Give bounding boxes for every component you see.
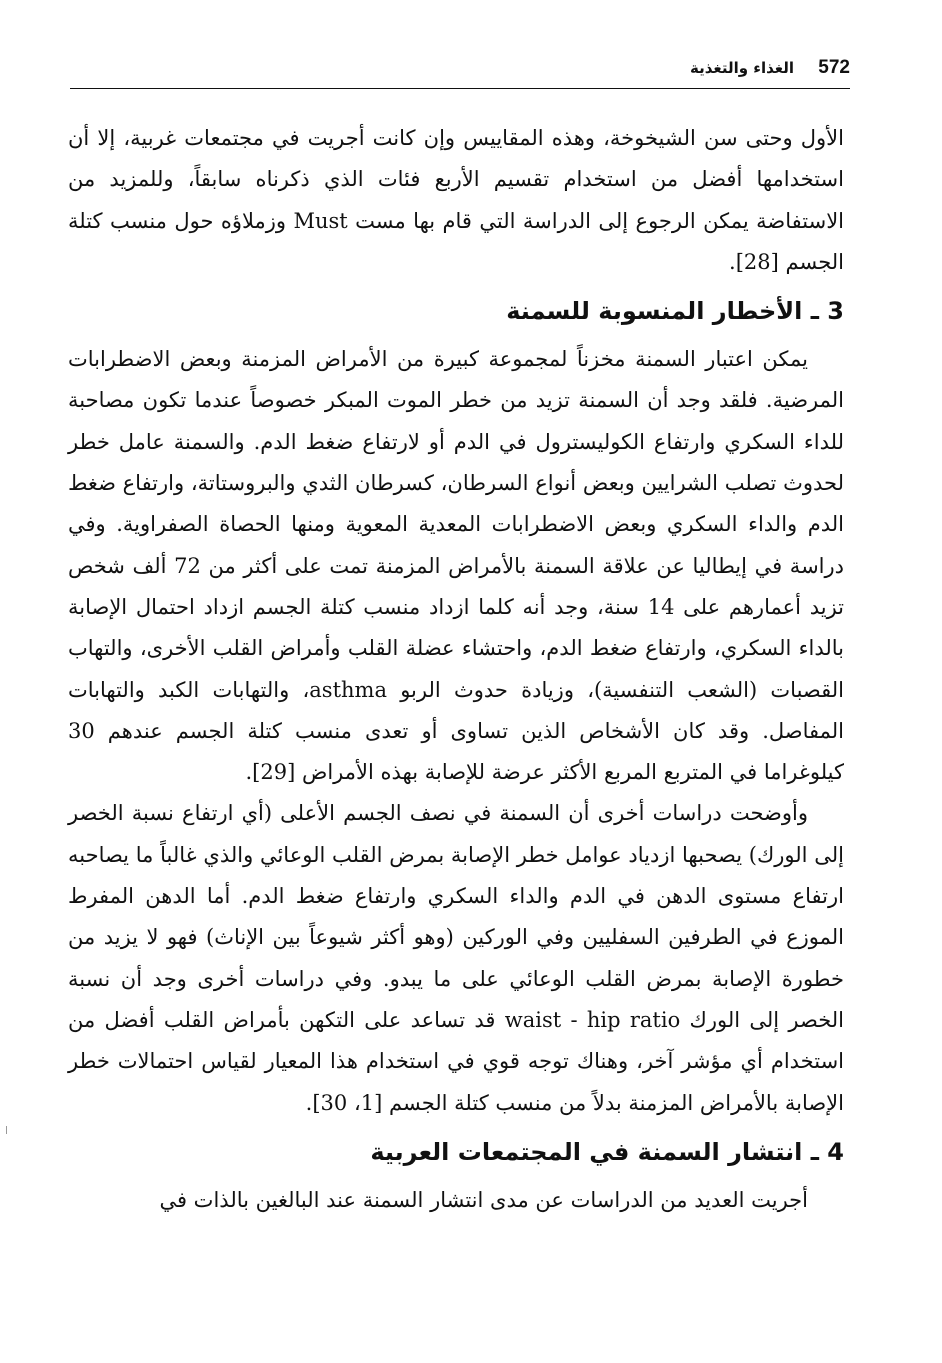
body-text — [68, 118, 844, 1221]
section-heading-3: 3 ـ الأخطار المنسوبة للسمنة — [506, 297, 844, 326]
paragraph-waist-hip: وأوضحت دراسات أخرى أن السمنة في نصف الجسم الأعلى (أي ارتفاع نسبة الخصر إلى الورك) يصحبها ازدياد عوامل خطر الإصابة بمرض القلب الوعائي والذي غالباً ما يصاحبه ارتفاع مستوى الدهن في الدم والداء السكري وارتفاع ضغط الدم. أما الدهن المفرط الموزع في الطرفين السفليين وفي الوركين (وهو أكثر شيوعاً بين الإناث) فهو لا يزيد من خطورة الإصابة بمرض القلب الوعائي على ما يبدو. وفي دراسات أخرى وجد أن نسبة الخصر إلى الورك waist - hip ratio قد تساعد على التكهن بأمراض القلب أفضل من استخدام أي مؤشر آخر، وهناك توجه قوي في استخدام هذا المعيار لقياس احتمالات خطر الإصابة بالأمراض المزمنة بدلاً من منسب كتلة الجسم [1، 30]. — [68, 801, 844, 1115]
paragraph-risks: يمكن اعتبار السمنة مخزناً لمجموعة كبيرة من الأمراض المزمنة وبعض الاضطرابات المرضية. فلقد وجد أن السمنة تزيد من خطر الموت المبكر خصوصاً عندما تكون مصاحبة للداء السكري وارتفاع الكوليسترول في الدم أو لارتفاع ضغط الدم. والسمنة عامل خطر لحدوث تصلب الشرايين وبعض أنواع السرطان، كسرطان الثدي والبروستاتة، وارتفاع ضغط الدم والداء السكري وبعض الاضطرابات المعدية المعوية ومنها الحصاة الصفراوية. وفي دراسة في إيطاليا عن علاقة السمنة بالأمراض المزمنة تمت على أكثر من 72 ألف شخص تزيد أعمارهم على 14 سنة، وجد أنه كلما ازداد منسب كتلة الجسم ازداد احتمال الإصابة بالداء السكري، وارتفاع ضغط الدم، واحتشاء عضلة القلب وأمراض القلب الأخرى، والتهاب القصبات (الشعب التنفسية)، وزيادة حدوث الربو asthma، والتهابات الكبد والتهابات المفاصل. وقد كان الأشخاص الذين تساوى أو تعدى منسب كتلة الجسم عندهم 30 كيلوغراما في المتربع المربع الأكثر عرضة للإصابة بهذه الأمراض [29]. — [68, 347, 845, 785]
page-header — [70, 54, 850, 89]
running-title: الغذاء والتغذية — [689, 59, 794, 77]
margin-mark — [6, 1126, 13, 1134]
paragraph-arab-studies: أجريت العديد من الدراسات عن مدى انتشار السمنة عند البالغين بالذات في — [159, 1187, 808, 1212]
section-heading-4: 4 ـ انتشار السمنة في المجتمعات العربية — [370, 1137, 844, 1166]
page-number: 572 — [818, 57, 850, 78]
paragraph-continuation: الأول وحتى سن الشيخوخة، وهذه المقاييس وإن كانت أجريت في مجتمعات غربية، إلا أن استخدامها أفضل من استخدام تقسيم الأربع فئات الذي ذكرناه سابقاً، وللمزيد من الاستفاضة يمكن الرجوع إلى الدراسة التي قام بها مست Must وزملاؤه حول منسب كتلة الجسم [28]. — [68, 126, 845, 274]
